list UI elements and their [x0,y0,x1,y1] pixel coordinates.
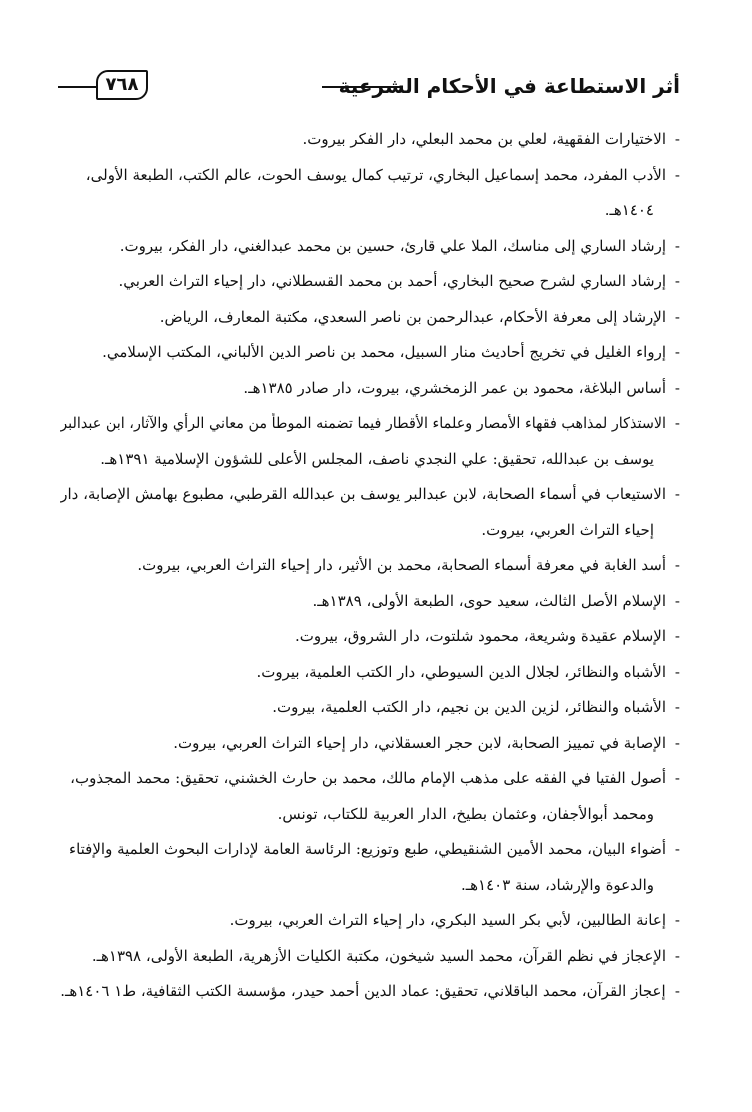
reference-text: الأشباه والنظائر، لزين الدين بن نجيم، دار الكتب العلمية، بيروت. [272,698,666,716]
reference-entry [60,726,680,762]
list-dash: - [674,130,680,148]
running-title: أثر الاستطاعة في الأحكام الشرعية [338,74,680,98]
reference-entry [60,371,680,407]
reference-text: إرشاد الساري إلى مناسك، الملا علي قارئ، حسين بن محمد عبدالغني، دار الفكر، بيروت. [119,236,666,255]
reference-entry [60,974,680,1010]
reference-entry [60,832,680,903]
reference-continuation: ١٤٠٤هـ. [604,201,654,219]
list-dash: - [674,662,680,681]
reference-entry [60,300,680,336]
reference-text: الإسلام عقيدة وشريعة، محمود شلتوت، دار الشروق، بيروت. [295,627,666,645]
list-dash: - [674,272,680,290]
reference-text: الاختيارات الفقهية، لعلي بن محمد البعلي، دار الفكر بيروت. [302,130,666,148]
reference-entry [60,619,680,655]
list-dash: - [674,485,680,503]
reference-text: إرواء الغليل في تخريج أحاديث منار السبيل، محمد بن ناصر الدين الألباني، المكتب الإسلامي. [102,343,666,361]
list-dash: - [674,343,680,361]
reference-continuation: يوسف بن عبدالله، تحقيق: علي النجدي ناصف، المجلس الأعلى للشؤون الإسلامية ١٣٩١هـ. [100,449,654,468]
reference-entry [60,229,680,265]
list-dash: - [674,911,680,929]
reference-entry [60,264,680,300]
reference-text: الأشباه والنظائر، لجلال الدين السيوطي، دار الكتب العلمية، بيروت. [256,662,666,681]
reference-entry [60,903,680,939]
list-dash: - [674,165,680,184]
reference-entry [60,690,680,726]
list-dash: - [674,236,680,255]
list-dash: - [674,414,680,432]
reference-text: الإصابة في تمييز الصحابة، لابن حجر العسقلاني، دار إحياء التراث العربي، بيروت. [173,733,666,752]
reference-text: إعانة الطالبين، لأبي بكر السيد البكري، دار إحياء التراث العربي، بيروت. [229,911,666,929]
list-dash: - [674,307,680,326]
list-dash: - [674,378,680,397]
list-dash: - [674,769,680,787]
header-rule [58,86,96,88]
reference-entry [60,939,680,975]
reference-entry [60,406,680,477]
reference-text: الإسلام الأصل الثالث، سعيد حوى، الطبعة الأولى، ١٣٨٩هـ. [312,591,666,610]
reference-text: الأدب المفرد، محمد إسماعيل البخاري، ترتيب كمال يوسف الحوت، عالم الكتب، الطبعة الأولى، [85,165,666,184]
reference-entry [60,548,680,584]
reference-entry [60,584,680,620]
reference-entry [60,655,680,691]
list-dash: - [674,982,680,1000]
reference-list [60,122,680,1010]
reference-text: إرشاد الساري لشرح صحيح البخاري، أحمد بن محمد القسطلاني، دار إحياء التراث العربي. [118,272,666,290]
reference-entry [60,761,680,832]
reference-continuation: ومحمد أبوالأجفان، وعثمان بطيخ، الدار العربية للكتاب، تونس. [277,804,654,823]
page-number-badge: ٧٦٨ [96,70,148,100]
list-dash: - [674,556,680,574]
list-dash: - [674,946,680,965]
reference-text: الإرشاد إلى معرفة الأحكام، عبدالرحمن بن ناصر السعدي، مكتبة المعارف، الرياض. [159,307,666,326]
reference-text: الاستذكار لمذاهب فقهاء الأمصار وعلماء الأقطار فيما تضمنه الموطأ من معاني الرأي والآثار، ابن عبدالبر [60,414,666,432]
reference-text: الإعجاز في نظم القرآن، محمد السيد شيخون، مكتبة الكليات الأزهرية، الطبعة الأولى، ١٣٩٨هـ. [91,946,666,965]
reference-text: أسد الغابة في معرفة أسماء الصحابة، محمد بن الأثير، دار إحياء التراث العربي، بيروت. [137,556,666,574]
reference-entry [60,122,680,158]
header-rule [322,86,400,88]
reference-text: إعجاز القرآن، محمد الباقلاني، تحقيق: عماد الدين أحمد حيدر، مؤسسة الكتب الثقافية، ط١ ١٤٠٦هـ. [60,982,667,1000]
reference-continuation: والدعوة والإرشاد، سنة ١٤٠٣هـ. [460,875,654,894]
reference-continuation: إحياء التراث العربي، بيروت. [481,520,654,539]
reference-text: أضواء البيان، محمد الأمين الشنقيطي، طبع وتوزيع: الرئاسة العامة لإدارات البحوث العلمية والإفتاء [69,840,666,858]
list-dash: - [674,698,680,716]
reference-entry [60,158,680,229]
reference-entry [60,477,680,548]
reference-text: أساس البلاغة، محمود بن عمر الزمخشري، بيروت، دار صادر ١٣٨٥هـ. [243,378,666,397]
reference-entry [60,335,680,371]
reference-text: أصول الفتيا في الفقه على مذهب الإمام مالك، محمد بن حارث الخشني، تحقيق: محمد المجذوب، [70,769,666,787]
list-dash: - [674,733,680,752]
reference-text: الاستيعاب في أسماء الصحابة، لابن عبدالبر يوسف بن عبدالله القرطبي، مطبوع بهامش الإصابة، دار [60,485,666,503]
list-dash: - [674,591,680,610]
list-dash: - [674,840,680,858]
list-dash: - [674,627,680,645]
page-header [58,70,680,106]
